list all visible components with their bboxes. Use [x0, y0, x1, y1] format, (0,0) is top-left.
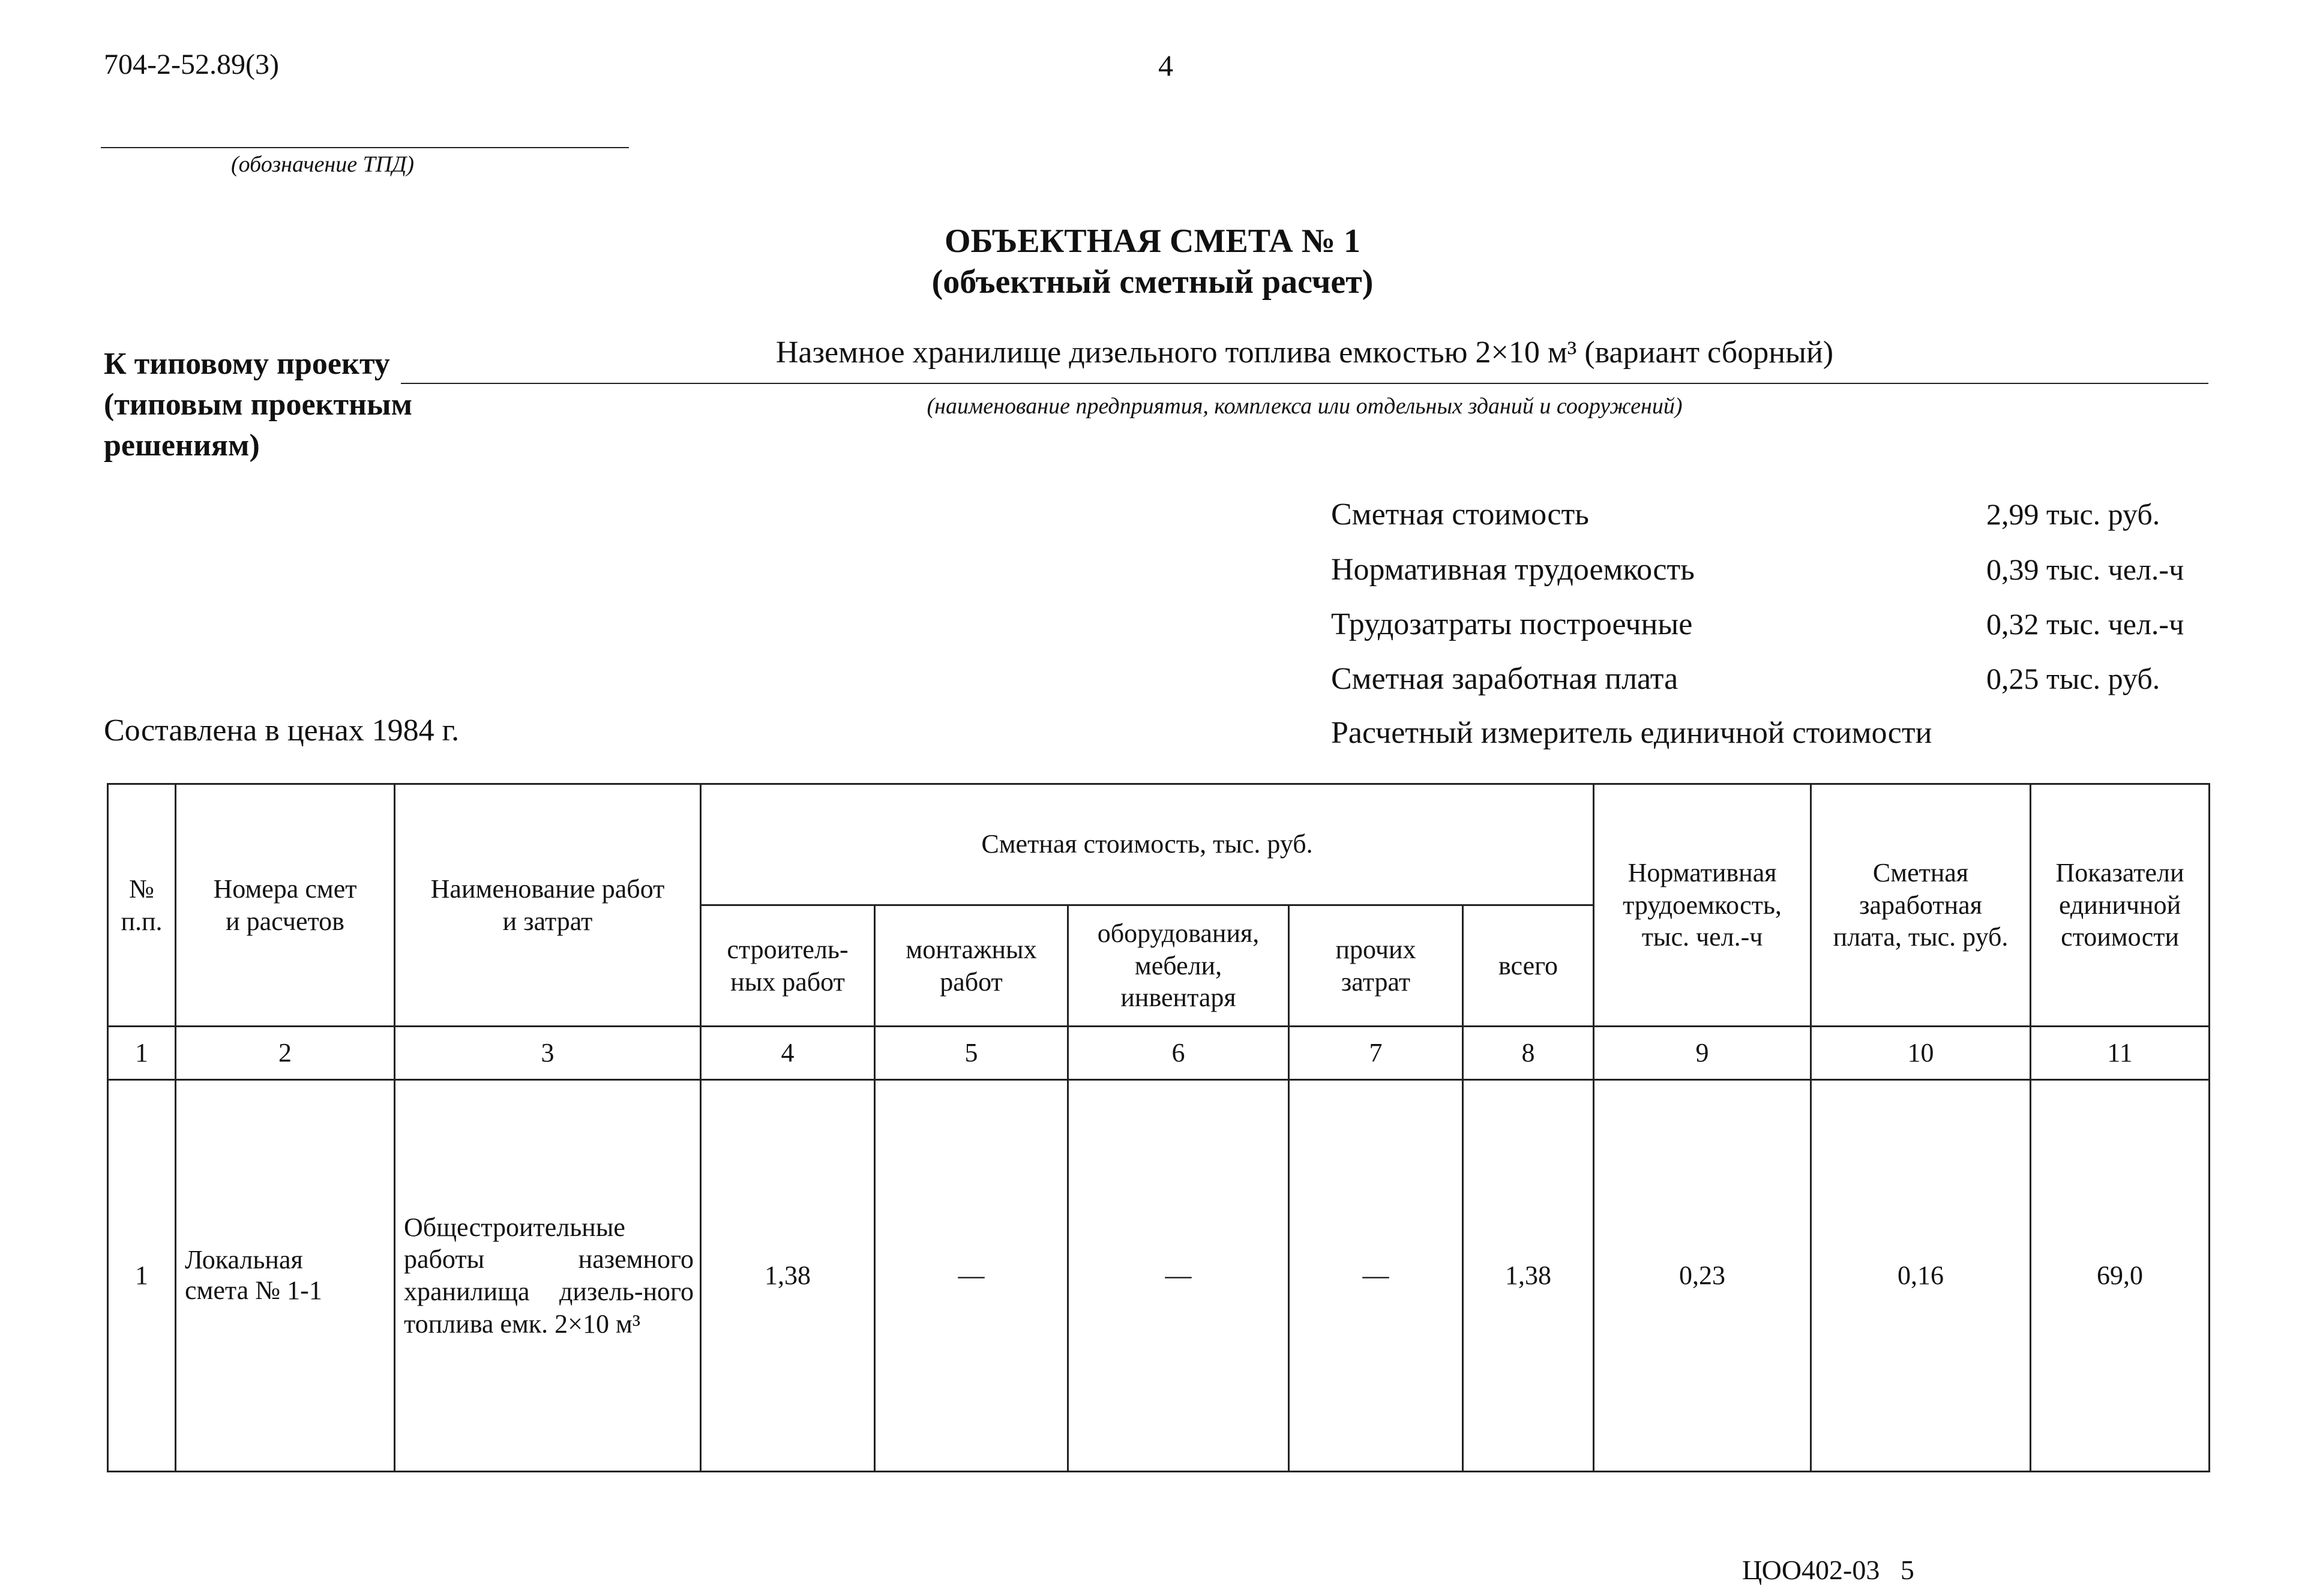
- column-number: 1: [108, 1027, 176, 1080]
- object-caption: (наименование предприятия, комплекса или отдельных зданий и сооружений): [927, 394, 1683, 419]
- column-number: 7: [1289, 1027, 1463, 1080]
- row-work: Общестроительные работы наземного хранилища дизель-ного топлива емк. 2×10 м³: [395, 1080, 701, 1472]
- prices-note: Составлена в ценах 1984 г.: [104, 713, 460, 748]
- header-cost-group: Сметная стоимость, тыс. руб.: [701, 784, 1594, 905]
- header-total: всего: [1463, 905, 1594, 1027]
- object-name-underline: [401, 383, 2208, 384]
- object-name: Наземное хранилище дизельного топлива емкостью 2×10 м³ (вариант сборный): [775, 335, 1834, 370]
- estimate-table: [107, 783, 2210, 1472]
- summary-label-labor: Нормативная трудоемкость: [1331, 553, 1695, 587]
- summary-value-wages: 0,25 тыс. руб.: [1986, 662, 2160, 695]
- column-number: 6: [1068, 1027, 1289, 1080]
- row-num: 1: [108, 1080, 176, 1472]
- page-number: 4: [1158, 49, 1173, 82]
- row-total: 1,38: [1463, 1080, 1594, 1472]
- column-number: 5: [875, 1027, 1068, 1080]
- row-estimate: Локальная смета № 1-1: [176, 1080, 395, 1472]
- document-code: 704-2-52.89(3): [104, 49, 279, 80]
- table-row: [108, 1080, 2210, 1472]
- unit-measure-label: Расчетный измеритель единичной стоимости: [1331, 716, 1932, 750]
- summary-label-cost: Сметная стоимость: [1331, 497, 1589, 532]
- project-label-line1: К типовому проекту: [104, 347, 390, 381]
- summary-value-cost: 2,99 тыс. руб.: [1986, 497, 2160, 531]
- tpd-underline: [101, 147, 629, 148]
- header-other: прочих затрат: [1289, 905, 1463, 1027]
- document-subtitle: (объектный сметный расчет): [931, 263, 1374, 301]
- summary-value-labor: 0,39 тыс. чел.-ч: [1986, 553, 2184, 586]
- footer-code: ЦОО402-03 5: [1742, 1555, 1914, 1585]
- column-number: 11: [2031, 1027, 2210, 1080]
- tpd-caption: (обозначение ТПД): [231, 152, 415, 177]
- document-title: ОБЪЕКТНАЯ СМЕТА № 1: [945, 223, 1360, 260]
- header-wages: Сметная заработная плата, тыс. руб.: [1811, 784, 2031, 1027]
- row-labor: 0,23: [1594, 1080, 1811, 1472]
- header-estimates: Номера смет и расчетов: [176, 784, 395, 1027]
- header-labor: Нормативная трудоемкость, тыс. чел.-ч: [1594, 784, 1811, 1027]
- header-num: № п.п.: [108, 784, 176, 1027]
- column-number: 8: [1463, 1027, 1594, 1080]
- column-number: 3: [395, 1027, 701, 1080]
- row-equipment: —: [1068, 1080, 1289, 1472]
- summary-label-site-labor: Трудозатраты построечные: [1331, 607, 1693, 641]
- header-equipment: оборудования, мебели, инвентаря: [1068, 905, 1289, 1027]
- project-label-line3: решениям): [104, 428, 260, 463]
- row-unit-cost: 69,0: [2031, 1080, 2210, 1472]
- summary-label-wages: Сметная заработная плата: [1331, 662, 1678, 696]
- row-installation: —: [875, 1080, 1068, 1472]
- summary-value-site-labor: 0,32 тыс. чел.-ч: [1986, 607, 2184, 641]
- row-wages: 0,16: [1811, 1080, 2031, 1472]
- header-construction: строитель- ных работ: [701, 905, 875, 1027]
- project-label-line2: (типовым проектным: [104, 388, 413, 422]
- header-works: Наименование работ и затрат: [395, 784, 701, 1027]
- header-unit-cost: Показатели единичной стоимости: [2031, 784, 2210, 1027]
- row-other: —: [1289, 1080, 1463, 1472]
- header-installation: монтажных работ: [875, 905, 1068, 1027]
- column-number: 10: [1811, 1027, 2031, 1080]
- column-number: 9: [1594, 1027, 1811, 1080]
- column-number: 4: [701, 1027, 875, 1080]
- column-number: 2: [176, 1027, 395, 1080]
- row-construction: 1,38: [701, 1080, 875, 1472]
